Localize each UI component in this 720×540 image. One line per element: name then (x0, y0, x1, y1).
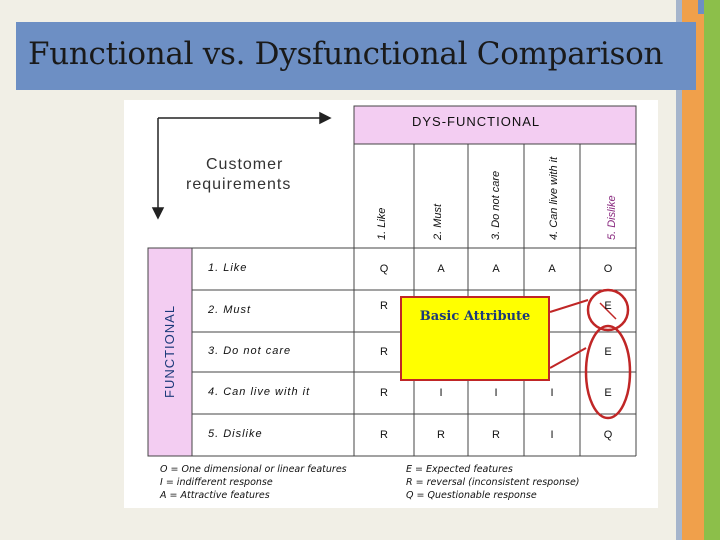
table-cell: A (492, 263, 500, 275)
table-cell: E (604, 300, 612, 312)
table-cell: I (494, 387, 498, 399)
column-header-do-not-care: 3. Do not care (490, 170, 502, 240)
dys-functional-header: DYS-FUNCTIONAL (412, 114, 541, 129)
customer-requirements-line1: Customer (206, 156, 284, 173)
table-cell: A (548, 263, 556, 275)
table-cell: E (604, 387, 612, 399)
table-cell: E (604, 346, 612, 358)
row-label-can-live-with-it: 4. Can live with it (208, 386, 311, 398)
column-header-must: 2. Must (432, 203, 444, 240)
table-cell: R (380, 429, 388, 441)
table-cell: I (439, 387, 443, 399)
legend-item: E = Expected features (406, 464, 513, 475)
column-header-dislike: 5. Dislike (606, 195, 618, 240)
legend-item: I = indifferent response (160, 477, 273, 488)
column-header-like: 1. Like (376, 207, 388, 240)
row-label-like: 1. Like (208, 262, 248, 274)
table-cell: Q (379, 263, 389, 275)
column-header-can-live-with-it: 4. Can live with it (548, 156, 560, 240)
table-cell: R (380, 387, 388, 399)
table-cell: R (437, 429, 445, 441)
accent-stripe-green (704, 0, 720, 540)
table-cell: I (550, 429, 554, 441)
legend-item: R = reversal (inconsistent response) (406, 477, 580, 488)
title-bar (16, 22, 696, 90)
row-label-must: 2. Must (208, 304, 252, 316)
legend-item: A = Attractive features (160, 490, 270, 501)
table-cell: A (437, 263, 445, 275)
slide-title: Functional vs. Dysfunctional Comparison (28, 36, 664, 72)
table-cell: R (380, 300, 388, 312)
table-cell: R (492, 429, 500, 441)
functional-header: FUNCTIONAL (162, 304, 177, 398)
kano-evaluation-table (124, 100, 658, 508)
table-cell: Q (603, 429, 613, 441)
table-cell: I (550, 387, 554, 399)
row-label-do-not-care: 3. Do not care (208, 345, 292, 357)
accent-stripe-blue (698, 0, 704, 14)
table-cell: R (380, 346, 388, 358)
legend-item: Q = Questionable response (406, 490, 537, 501)
basic-attribute-callout (400, 296, 550, 381)
legend-item: O = One dimensional or linear features (160, 464, 347, 475)
customer-requirements-line2: requirements (186, 176, 292, 193)
table-cell: O (603, 263, 613, 275)
callout-label: Basic Attribute (419, 309, 531, 324)
row-label-dislike: 5. Dislike (208, 428, 263, 440)
